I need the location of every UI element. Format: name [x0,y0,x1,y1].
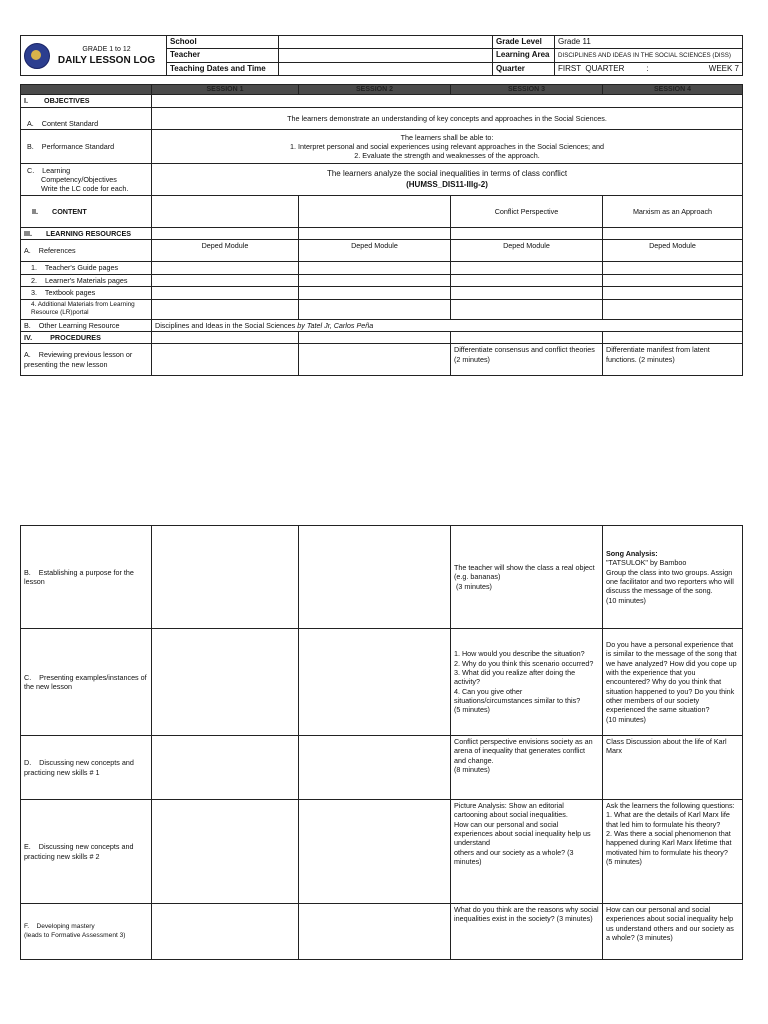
am-s1[interactable] [152,299,299,319]
resources-s3 [451,228,603,240]
purpose-s4: Song Analysis: "TATSULOK" by Bamboo Group the class into two groups. Assign one facilitator and two reporters who will discuss the message of the song. (10 minutes) [603,526,743,629]
concepts-1-s2[interactable] [299,736,451,800]
procedures-heading-row [21,331,743,343]
session-header-row [21,85,743,95]
logo-cell [21,36,167,76]
proc-s3 [451,331,603,343]
song-analysis-body: "TATSULOK" by Bamboo Group the class into two groups. Assign one facilitator and two reporters who will discuss the message of the song. (10 minutes) [606,558,734,605]
objectives-label: OBJECTIVES [44,96,90,106]
school-value[interactable] [279,36,493,49]
lesson-table-part-1 [20,84,743,376]
content-standard-row [21,108,743,130]
learning-area-label: Learning Area [493,49,555,62]
proc-s1 [152,331,299,343]
grade-level-value: Grade 11 [555,36,743,49]
week-value: WEEK 7 [708,63,739,73]
tb-s3[interactable] [451,287,603,299]
tb-s2[interactable] [299,287,451,299]
concepts-2-s4: Ask the learners the following questions: 1. What are the details of Karl Marx life that led him to formulate his theory? 2. Was there a social phenomenon that happened during Karl Marx lifetime that motivated him to formulate his theory? (5 minutes) [603,800,743,904]
lm-pages-row [21,274,743,286]
mastery-s3: What do you think are the reasons why social inequalities exist in the society? (3 minutes) [451,904,603,960]
school-label: School [167,36,279,49]
tg-s4[interactable] [603,262,743,274]
competency-label-3: Write the LC code for each. [41,184,129,194]
concepts-2-row [21,800,743,904]
content-num: II. [32,206,38,216]
resources-s4 [603,228,743,240]
content-heading [21,196,152,228]
competency-code: (HUMSS_DIS11-IIIg-2) [406,179,488,189]
concepts-2-label: E. Discussing new concepts and practicing new skills # 2 [21,800,152,904]
concepts-2-s1[interactable] [152,800,299,904]
other-resource-label: B. Other Learning Resource [21,319,152,331]
concepts-2-s3: Picture Analysis: Show an editorial cartooning about social inequalities. How can our personal and social experiences about social inequality help us understand others and our society as a whole? (3 minutes) [451,800,603,904]
lm-s4[interactable] [603,274,743,286]
lm-s3[interactable] [451,274,603,286]
performance-standard-label: B. Performance Standard [21,130,152,164]
lm-pages-label: 2. Learner's Materials pages [21,274,152,286]
examples-s2[interactable] [299,629,451,736]
additional-materials-row [21,299,743,319]
grade-level-label: Grade Level [493,36,555,49]
objectives-heading-row [21,95,743,108]
content-label: CONTENT [52,206,87,216]
resources-heading [21,228,152,240]
log-title: DAILY LESSON LOG [57,54,156,66]
reviewing-s1[interactable] [152,344,299,376]
examples-row [21,629,743,736]
tg-s1[interactable] [152,262,299,274]
quarter-text: FIRST QUARTER [558,63,625,73]
references-s3: Deped Module [451,240,603,262]
performance-line-3: 2. Evaluate the strength and weaknesses of the approach. [354,151,540,161]
other-resource-row [21,319,743,331]
references-s1: Deped Module [152,240,299,262]
other-resource-title: Disciplines and Ideas in the Social Sciences [155,320,296,330]
performance-line-1: The learners shall be able to: [400,132,494,142]
competency-text [152,164,743,196]
reviewing-s4: Differentiate manifest from latent functions. (2 minutes) [603,344,743,376]
lm-s2[interactable] [299,274,451,286]
teacher-label: Teacher [167,49,279,62]
session-1-header: SESSION 1 [152,85,299,95]
concepts-1-s4: Class Discussion about the life of Karl Marx [603,736,743,800]
reviewing-label: A. Reviewing previous lesson or presenting the new lesson [21,344,152,376]
references-s4: Deped Module [603,240,743,262]
dates-label: Teaching Dates and Time [167,62,279,75]
grade-range: GRADE 1 to 12 [82,45,131,53]
purpose-s3: The teacher will show the class a real object (e.g. bananas) (3 minutes) [451,526,603,629]
tg-pages-label: 1. Teacher's Guide pages [21,262,152,274]
concepts-2-s2[interactable] [299,800,451,904]
content-s4: Marxism as an Approach [603,196,743,228]
session-3-header: SESSION 3 [451,85,603,95]
reviewing-s3: Differentiate consensus and conflict theories (2 minutes) [451,344,603,376]
objectives-heading [21,95,152,108]
performance-standard-row [21,130,743,164]
other-resource-text [152,319,743,331]
examples-s4: Do you have a personal experience that is similar to the message of the song that we have analyzed? How did you cope up with the experience that you encountered? Why do you think that situation happened to you? Do you think other members of our society experienced the same situation? (10 minutes) [603,629,743,736]
procedures-num: IV. [24,332,33,342]
resources-heading-row [21,228,743,240]
objectives-num: I. [24,96,28,106]
competency-label-1: C. Learning [27,165,71,175]
content-s2[interactable] [299,196,451,228]
quarter-label: Quarter [493,62,555,75]
mastery-label: F. Developing mastery (leads to Formative Assessment 3) [21,904,152,960]
tb-s4[interactable] [603,287,743,299]
competency-row [21,164,743,196]
references-row [21,240,743,262]
am-s4[interactable] [603,299,743,319]
tg-pages-row [21,262,743,274]
content-s3: Conflict Perspective [451,196,603,228]
session-4-header: SESSION 4 [603,85,743,95]
textbook-pages-row [21,287,743,299]
am-s2[interactable] [299,299,451,319]
tg-s3[interactable] [451,262,603,274]
teacher-value[interactable] [279,49,493,62]
procedures-heading [21,331,152,343]
examples-s3: 1. How would you describe the situation? 2. Why do you think this scenario occurred? 3. What did you realize after doing the activity? 4. Can you give other situations/circumstances similar to this? (5 minutes) [451,629,603,736]
session-corner [21,85,152,95]
concepts-1-s3: Conflict perspective envisions society as an arena of inequality that generates conflict and change. (8 minutes) [451,736,603,800]
am-s3[interactable] [451,299,603,319]
performance-standard-text [152,130,743,164]
resources-num: III. [24,229,32,239]
proc-s4 [603,331,743,343]
competency-objective: The learners analyze the social inequalities in terms of class conflict [326,169,568,179]
purpose-s2[interactable] [299,526,451,629]
tb-s1[interactable] [152,287,299,299]
resources-label: LEARNING RESOURCES [46,229,132,239]
resources-s2 [299,228,451,240]
purpose-label: B. Establishing a purpose for the lesson [21,526,152,629]
concepts-1-s1[interactable] [152,736,299,800]
content-standard-label: A. Content Standard [21,108,152,130]
proc-s2 [299,331,451,343]
additional-materials-label: 4. Additional Materials from Learning Resource (LR)portal [21,299,152,319]
reviewing-row [21,344,743,376]
content-s1[interactable] [152,196,299,228]
concepts-1-label: D. Discussing new concepts and practicing new skills # 1 [21,736,152,800]
lesson-table-part-2 [20,525,743,960]
quarter-colon: : [646,63,649,73]
references-s2: Deped Module [299,240,451,262]
concepts-1-row [21,736,743,800]
textbook-pages-label: 3. Textbook pages [21,287,152,299]
dates-value[interactable] [279,62,493,75]
lm-s1[interactable] [152,274,299,286]
tg-s2[interactable] [299,262,451,274]
mastery-s2[interactable] [299,904,451,960]
learning-area-value: DISCIPLINES AND IDEAS IN THE SOCIAL SCIENCES (DISS) [555,49,743,62]
reviewing-s2[interactable] [299,344,451,376]
deped-seal-icon [24,43,50,69]
header-table [20,35,743,76]
performance-line-2: 1. Interpret personal and social experiences using relevant approaches in the Social Sciences; and [289,141,605,151]
purpose-row [21,526,743,629]
content-row [21,196,743,228]
content-standard-text: The learners demonstrate an understanding of key concepts and approaches in the Social Sciences. [152,108,743,130]
examples-s1[interactable] [152,629,299,736]
procedures-label: PROCEDURES [50,332,101,342]
other-resource-author: by Tatel Jr, Carlos Peña [297,320,374,330]
resources-s1 [152,228,299,240]
song-analysis-title: Song Analysis [606,548,656,558]
mastery-row [21,904,743,960]
examples-label: C. Presenting examples/instances of the new lesson [21,629,152,736]
mastery-s1[interactable] [152,904,299,960]
competency-label [21,164,152,196]
competency-label-2: Competency/Objectives [41,174,117,184]
quarter-value [555,62,743,75]
objectives-heading-blank [152,95,743,108]
references-label: A. References [21,240,152,262]
session-2-header: SESSION 2 [299,85,451,95]
purpose-s1[interactable] [152,526,299,629]
mastery-s4: How can our personal and social experiences about social inequality help us understand others and our society as a whole? (3 minutes) [603,904,743,960]
